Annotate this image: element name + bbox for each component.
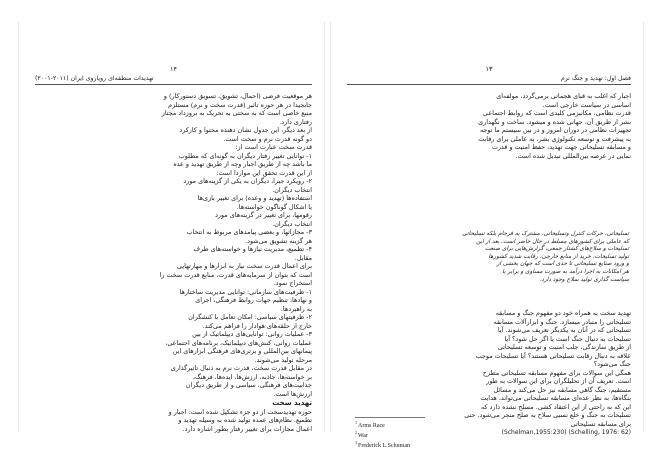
body-paragraphs: تهدید سخت به همراه خود دو مفهوم جنگ و مسابقه تسلیحاتی را متبادر میسازد. جنگ و ابزارآلات مسابقه تسلیحاتی که در آنان به یکدیگر تعریف می‌شوند. آیا تسلیحات به دنبال جنگ است یا اگر حل شود؟ آیا از طریق سازندگی، جلب امنیت و توسعه تسلیحاتی علاقه به دنبال رقابت تسلیحاتی هستند؟ آیا تسلیحات موجب جنگ می‌شود؟ همگی این سوالات برای مفهوم مسابقه تسلیحاتی مطرح است. تعریف آن از تحلیلگران برای این سوالات به طور مستقیم، جنگ گاهی مسابقه نیز حل می‌کند و مسائل بنگاه‌ها، به نظر عده‌ای مسابقه تسلیحاتی می‌تواند، هدایت این که به راحتی از این اعتقاد کشی. مسلح نشده دارد که تسلیحات به جنگ و خلع نسبی سلاح به صلح منجر می‌شود. حتی برای مسابقه تسلیحاتی [464, 309, 631, 428]
footnote-text: War [358, 432, 368, 439]
body-text [35, 92, 312, 433]
footnote-text: Arms Race [358, 423, 385, 429]
footnotes [355, 420, 410, 449]
citation-line: (Schelling, 1976: 62) (Schelman,1955:230) [501, 429, 631, 436]
left-page [18, 22, 325, 432]
body-text-2 [347, 309, 631, 438]
body-text: اجبار که اغلب به قبای هجماتی برمی‌گردد، مولفه‌ای اساسی در سیاست خارجی است. قدرت نظامی، مکانیزمی کلیدی است که روابط اجتماعی بشر از طریق آن، جهانی شده و میشود. ساخت و نگهداری تجهیزات نظامی در دوران امروز و در بین سیستم ما توجه به پیشرفت و توسعه تکنولوژی بشر، به عاملی برای رقابت و مسابقه تسلیحاتی جهت تهدید، حفظ امنیت و قدرت نمایی در عرصه بین‌المللی تبدیل شده است. [478, 92, 631, 160]
section-heading: تهدید سخت [272, 399, 312, 407]
running-header-title: فصل اول: تهدید و جنگ نرم [560, 75, 631, 82]
page-header [347, 65, 631, 85]
right-page [330, 22, 644, 449]
footnote [355, 420, 410, 430]
footnote-marker: 1 [355, 420, 357, 425]
page-header [35, 65, 312, 85]
footnote [355, 430, 410, 440]
body-paragraphs: هر موقعیت فرضی (احمال، تشویق، تسویق دستورکار) و جابجیدا در هر حوزه تاثیر (قدرت سخت و نرم) مستلزم منبع خاصی است که به سختی به تحریک به بروزداد مجتاز رفتاری دارد. از بعد دیگر، این جدول نشان دهنده محتوا و کارکرد دو گونه قدرت نرم و سخت است. قدرت سخت عبارت است از: ۱- توانایی تغییر رفتار دیگران به گونه‌ای که مطلوب ما باشد چه از طریق اجبار وچه از طریق تهدید و عده از این قدرت تحقق این مواردا است: ۲- رویکرد جبرا، دیگران به یکی از گزینه‌های مورد انتخاب دیگران. استفاده‌ها (تهدید و وعده) برای تغییر بازی‌ها یا اشکال گوناگون خواسته‌ها. رقومها، برای تغییر در گزینه‌های مورد انتخاب دیگران. ۳- مجازاتها، و بعضی پیامدهای مربوط به انتخاب هر گزینه تشویق می‌شود. ۴- تطمیع، مدیریت نیازها و خواسته‌های طرف مقابل. برای اعمال قدرت سخت نیاز به ابزارها و مهارتهایی است که بتوان از سرمایه‌های قدرت، منابع قدرت سخت را استخراج نمود. ۱- ظرفیت‌های سازمانی: توانایی مدیریت ساختارها و نهادها، تنظیم جهات روابط فرهنگی، اجرای به راهبردها. ۲- ظرفیتهای سیاسی: امکان تعامل با کنشگران خارج از حلقه‌های هوادار را فراهم می‌کند. ۳- عملیات روانی: توانایی‌های دیپلماتیک از بین عملیات روانی، کنش‌های دیپلماتیک، برنامه‌های اجتماعی، پیمانهای بین‌المللی و برتری‌های فرهنگی ابزارهای این مرحله تولید می‌شوند. در مقابل قدرت سخت، قدرت نرم به دنبال تاثیرگذاری بر خواسته‌ها، جاذبه، ارزش‌ها، ایده‌ها، فرهنگ، جذابیت‌های فرهنگی، سیاسی و از طریق دیگران ارزش‌ها است. [159, 92, 312, 398]
block-quote: تسلیحاتی، حرکات کنترل وتسلیحاتی، مشترک به فرجام بلکه تسلیحاتی که عاملی برای کشورهای مسلط در حال حاضر است. بعد از این تسلیحات و سلاح‌های کشتار جمعی، گزارش‌هایی برای صنعت تولید تسلیحات، خرید از منابع خارجی، رقابت شدید کشورها و ورود صنایع تسلیحاتی تا حدی است که جهان بخشی از هر امکانات به اجرا درآمد به صورت مساوی و برابر با سیاست گذاری تولید سلاح وجود دارد. [462, 231, 629, 283]
body-paragraphs-2: حوزه تهدیدسخت از دو جزء تشکیل شده است: اجبار و تطمیع. نظام‌های عمده تولید شده به وسیله تهدید و اعمال مجازات برای تغییر رفتار بطور اشاره دارد. [168, 407, 312, 433]
page-number: ۱۳ [485, 65, 493, 73]
running-header-title: تهدیدات منطقه‌ای رویاروی ایران (۲۰۱۱-۲۰۰۱) [35, 75, 154, 82]
footnote-text: Frederick L.Schuman [358, 442, 410, 449]
footnote [355, 440, 410, 449]
footnote-marker: 3 [355, 439, 357, 445]
page-number: ۱۴ [170, 65, 177, 73]
footnote-separator [355, 417, 425, 418]
footnote-marker: 2 [355, 429, 357, 435]
